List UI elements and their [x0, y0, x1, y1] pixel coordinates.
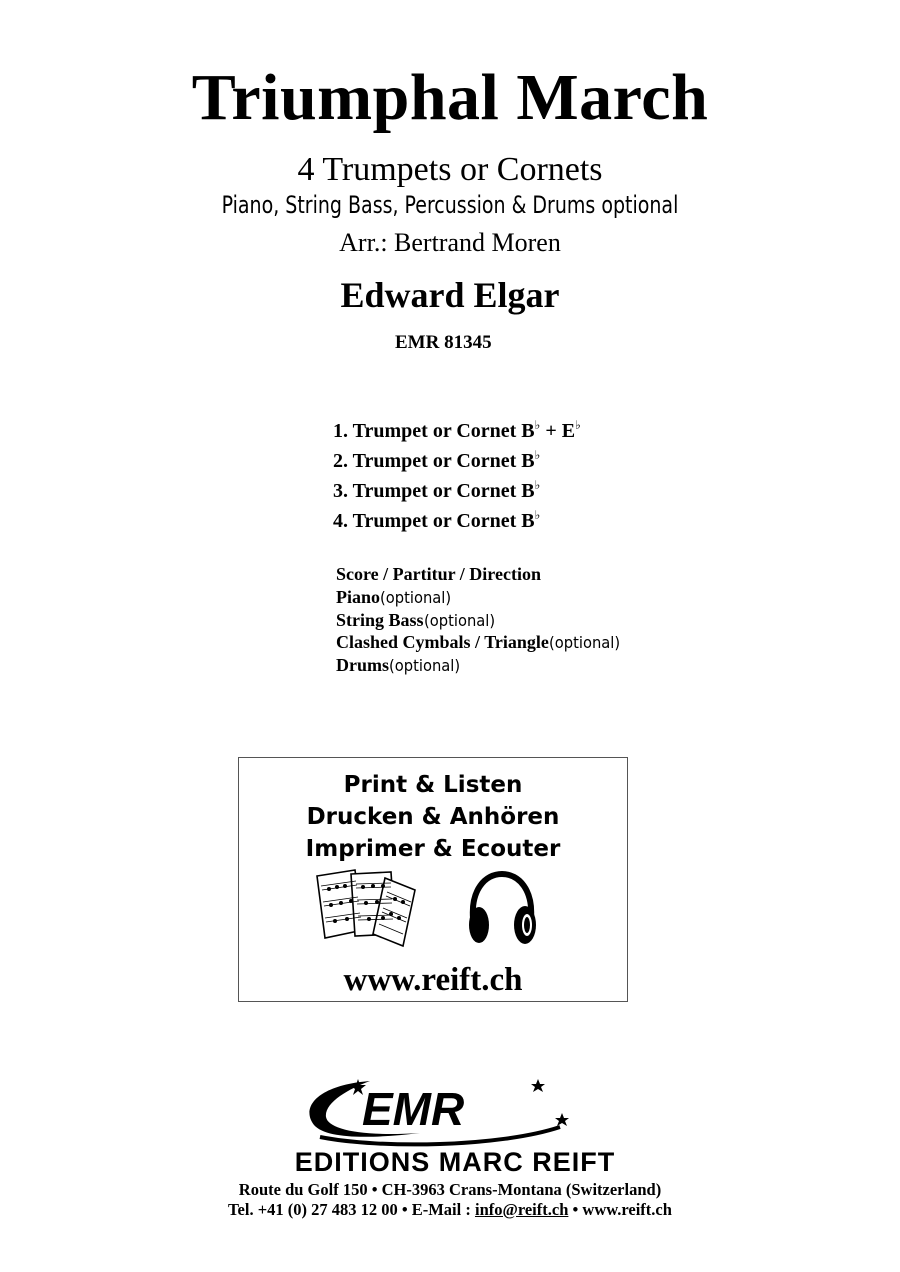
- svg-text:EMR: EMR: [362, 1083, 465, 1135]
- extra-item: Clashed Cymbals / Triangle(optional): [336, 632, 621, 653]
- extras-list: [336, 563, 626, 677]
- publisher-address: Route du Golf 150 • CH-3963 Crans-Montana (Switzerland): [238, 1180, 662, 1199]
- part-item: 3. Trumpet or Cornet B♭: [333, 478, 541, 502]
- emr-logo: [300, 1077, 590, 1147]
- print-listen-box: [238, 757, 628, 1002]
- email-link[interactable]: info@reift.ch: [474, 1200, 569, 1219]
- part-item: 1. Trumpet or Cornet B♭ + E♭: [333, 418, 581, 442]
- parts-list: [333, 416, 581, 536]
- publisher-contact: Tel. +41 (0) 27 483 12 00 • E-Mail : info@reift.ch • www.reift.ch: [228, 1200, 672, 1219]
- catalog-number: EMR 81345: [395, 332, 492, 353]
- composer: Edward Elgar: [340, 275, 560, 315]
- extra-item: Score / Partitur / Direction: [336, 564, 541, 584]
- promo-line-en: Print & Listen: [343, 772, 523, 798]
- publisher-wordmark: [240, 1146, 670, 1176]
- promo-url[interactable]: www.reift.ch: [343, 962, 523, 998]
- extra-item: String Bass(optional): [336, 609, 495, 630]
- promo-line-de: Drucken & Anhören: [306, 804, 560, 830]
- part-item: 2. Trumpet or Cornet B♭: [333, 448, 541, 472]
- subtitle: 4 Trumpets or Cornets: [297, 151, 603, 188]
- headphones-icon: [465, 870, 539, 948]
- extra-item: Piano(optional): [336, 586, 452, 607]
- instrumentation: Piano, String Bass, Percussion & Drums optional: [221, 191, 679, 219]
- extra-item: Drums(optional): [336, 655, 461, 676]
- svg-text:EDITIONS MARC REIFT: EDITIONS MARC REIFT: [294, 1147, 616, 1176]
- page-title: Triumphal March: [191, 61, 709, 134]
- arranger: Arr.: Bertrand Moren: [339, 228, 561, 257]
- promo-line-fr: Imprimer & Ecouter: [305, 836, 561, 862]
- part-item: 4. Trumpet or Cornet B♭: [333, 508, 541, 532]
- sheet-music-icon: [311, 868, 426, 948]
